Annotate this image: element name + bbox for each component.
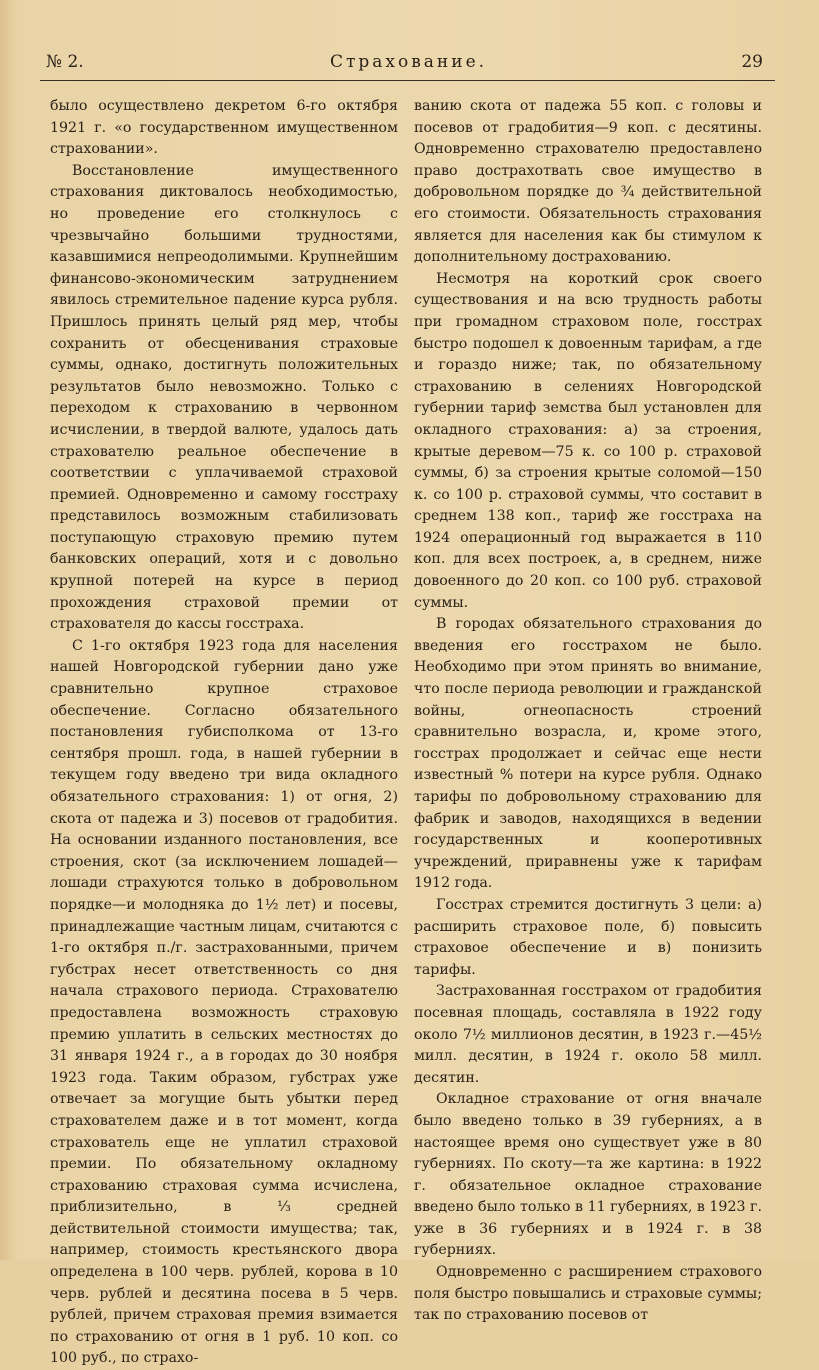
running-header xyxy=(46,52,771,80)
paragraph: было осуществлено декретом 6-го октября 1921 г. «о государственном имущественном страховании». xyxy=(50,98,398,158)
paragraph: Одновременно с расширением страхового поля быстро повышались и страховые суммы; так по страхованию посевов от xyxy=(414,1264,762,1324)
paragraph: В городах обязательного страхования до введения его госстрахом не было. Необходимо при этом принять во внимание, что после периода революции и гражданской войны, огнеопасность строений сравнительно возрасла, и, кроме этого, госстрах продолжает и сейчас еще нести известный % потери на курсе рубля. Однако тарифы по добровольному страхованию для фабрик и заводов, находящихся в ведении государственных и кооперотивных учреждений, приравнены уже к тарифам 1912 года. xyxy=(414,616,762,892)
page-number: 29 xyxy=(741,52,763,72)
paragraph: Застрахованная госстрахом от градобития посевная площадь, составляла в 1922 году около 7½ миллионов десятин, в 1923 г.—45½ милл. десятин, в 1924 г. около 58 милл. десятин. xyxy=(414,983,762,1086)
right-column xyxy=(414,96,762,1327)
journal-title: Страхование. xyxy=(329,52,488,72)
paragraph: ванию скота от падежа 55 коп. с головы и посевов от градобития—9 коп. с десятины. Одновременно страхователю предоставлено право дострахотвать свое имущество в добровольном порядке до ¾ действительной его стоимости. Обязательность страхования является для населения как бы стимулом к дополнительному дострахованию. xyxy=(414,98,762,266)
paragraph: Несмотря на короткий срок своего существования и на всю трудность работы при громадном страховом поле, госстрах быстро подошел к довоенным тарифам, а где и гораздо ниже; так, по обязательному страхованию в селениях Новгородской губернии тариф земства был установлен для окладного страхования: а) за строения, крытые деревом—75 к. со 100 р. страховой суммы, б) за строения крытые соломой—150 к. со 100 р. страховой суммы, что составит в среднем 138 коп., тариф же госстраха на 1924 операционный год выражается в 110 коп. для всех построек, а, в среднем, ниже довоенного до 20 коп. со 100 руб. страховой суммы. xyxy=(414,270,762,611)
issue-number: № 2. xyxy=(46,52,84,72)
left-column xyxy=(50,96,398,1370)
paragraph: С 1-го октября 1923 года для населения нашей Новгородской губернии дано уже сравнительно крупное страховое обеспечение. Согласно обязательного постановления губисполкома от 13-го сентября прошл. года, в нашей губернии в текущем году введено три вида окладного обязательного страхования: 1) от огня, 2) скота от падежа и 3) посевов от градобития. На основании изданного постановления, все строения, скот (за исключением лошадей—лошади страхуются только в добровольном порядке—и молодняка до 1½ лет) и посевы, принадлежащие частным лицам, считаются с 1-го октября п./г. застрахованными, причем губстрах несет ответственность со дня начала страхового периода. Страхователю предоставлена возможность страховую премию уплатить в сельских местностях до 31 января 1924 г., а в городах до 30 ноября 1923 года. Таким образом, губстрах уже отвечает за могущие быть убытки перед страхователем даже и в тот момент, когда страхователь еще не уплатил страховой премии. По обязательному окладному страхованию страховая сумма исчислена, приблизительно, в ⅓ средней действительной стоимости имущества; так, например, стоимость крестьянского двора определена в 100 черв. рублей, корова в 10 черв. рублей и десятина посева в 5 черв. рублей, причем страховая премия взимается по страхованию от огня в 1 руб. 10 коп. со 100 руб., по страхо- xyxy=(50,637,398,1367)
paragraph: Госстрах стремится достигнуть 3 цели: а) расширить страховое поле, б) повысить страховое обеспечение и в) понизить тарифы. xyxy=(414,896,762,978)
header-rule xyxy=(40,80,775,81)
paragraph: Восстановление имущественного страхования диктовалось необходимостью, но проведение его столкнулось с чрезвычайно большими трудностями, казавшимися непреодолимыми. Крупнейшим финансово-экономическим затруднением явилось стремительное падение курса рубля. Пришлось принять целый ряд мер, чтобы сохранить от обесценивания страховые суммы, однако, достигнуть положительных результатов было невозможно. Только с переходом к страхованию в червонном исчислении, в твердой валюте, удалось дать страхователю реальное обеспечение в соответствии с уплачиваемой страховой премией. Одновременно и самому госстраху представилось возможным стабилизовать поступающую страховую премию путем банковских операций, хотя и с довольно крупной потерей на курсе в период прохождения страховой премии от страхователя до кассы госстраха. xyxy=(50,162,398,633)
paragraph: Окладное страхование от огня вначале было введено только в 39 губерниях, а в настоящее время оно существует уже в 80 губерниях. По скоту—та же картина: в 1922 г. обязательное окладное страхование введено было только в 11 губерниях, в 1923 г. уже в 36 губерниях и в 1924 г. в 38 губерниях. xyxy=(414,1091,762,1259)
